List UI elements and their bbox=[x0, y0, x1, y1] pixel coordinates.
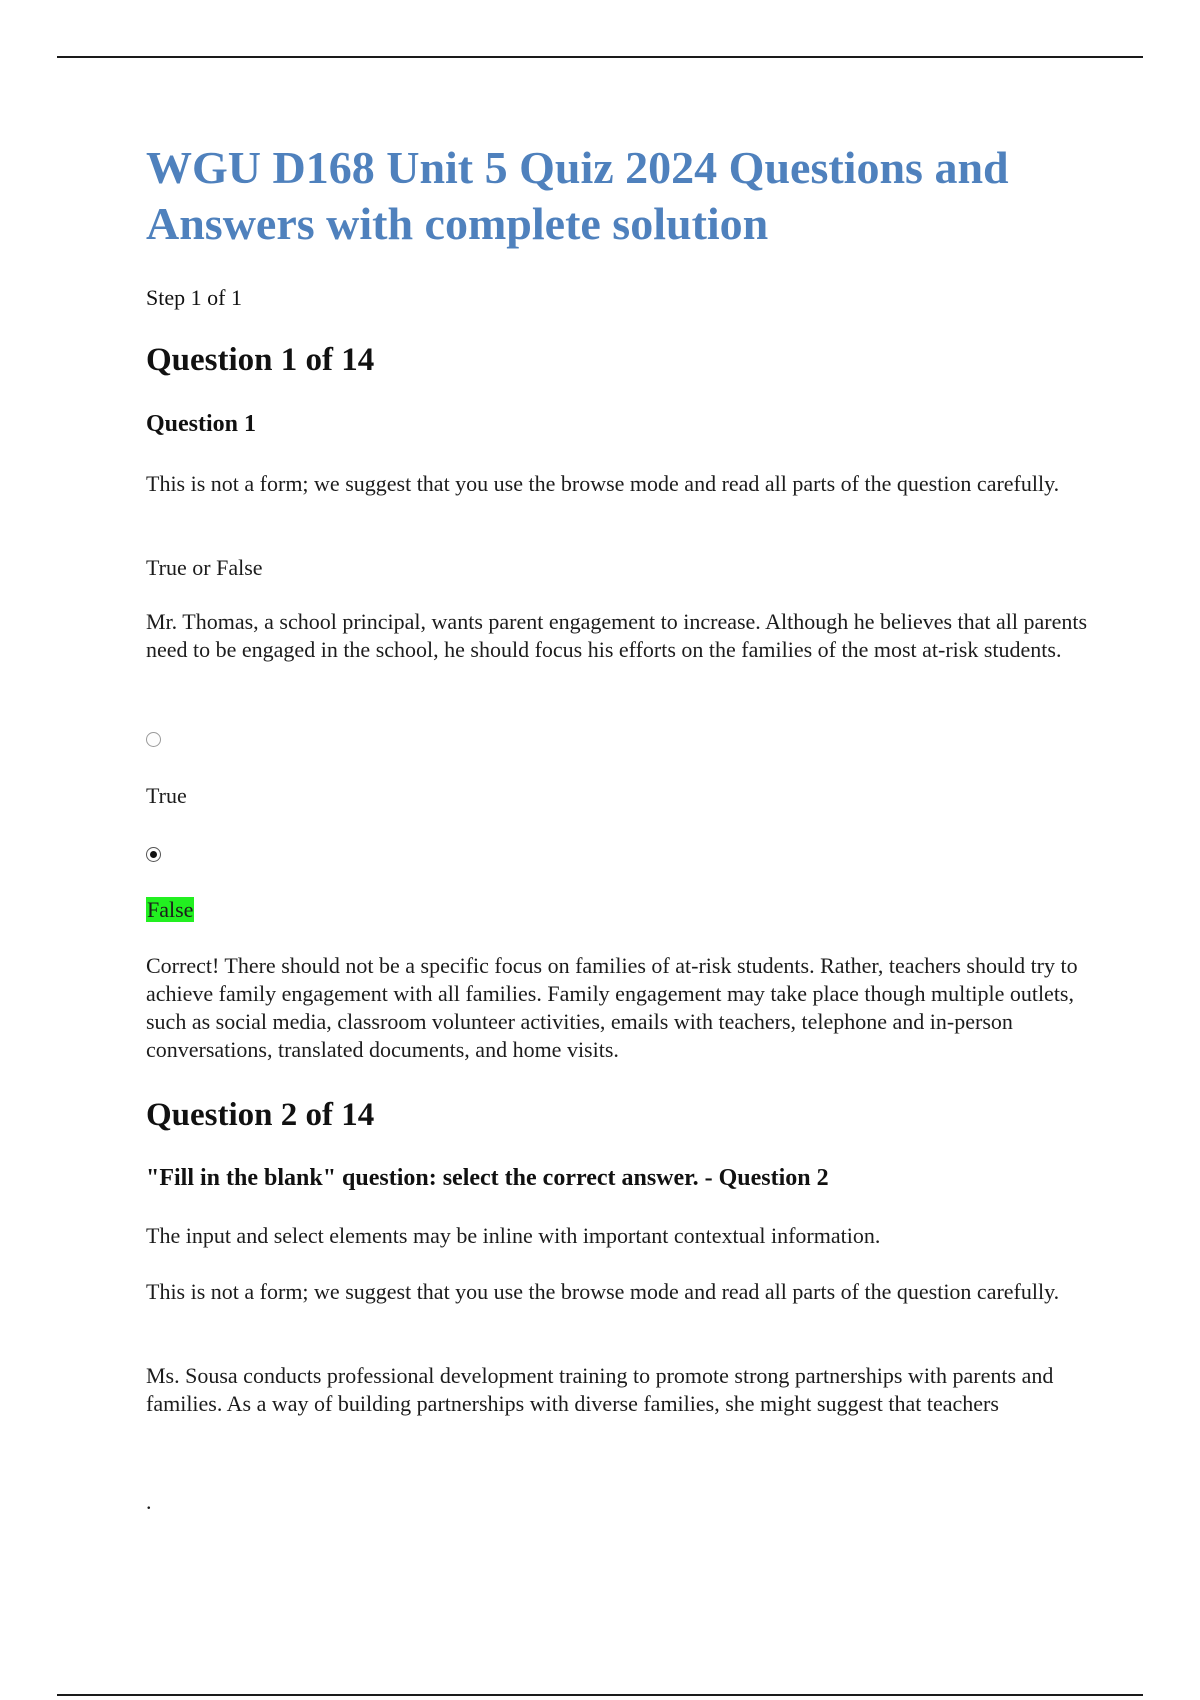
question-2-subheading: "Fill in the blank" question: select the correct answer. - Question 2 bbox=[146, 1165, 829, 1191]
option-false-label-row bbox=[146, 896, 1096, 924]
question-2-heading: Question 2 of 14 bbox=[146, 1097, 375, 1133]
top-rule bbox=[57, 56, 1143, 58]
question-2-instruction: This is not a form; we suggest that you use the browse mode and read all parts of the question carefully. bbox=[146, 1279, 1060, 1304]
question-1-type: True or False bbox=[146, 555, 263, 580]
question-1-subheading: Question 1 bbox=[146, 411, 257, 437]
question-1-prompt: Mr. Thomas, a school principal, wants parent engagement to increase. Although he believes that all parents need to be engaged in the school, he should focus his efforts on the families of the most at-risk students. bbox=[146, 609, 1088, 662]
bottom-rule bbox=[57, 1694, 1143, 1696]
question-2-note: The input and select elements may be inline with important contextual information. bbox=[146, 1223, 881, 1248]
radio-true[interactable] bbox=[146, 732, 161, 747]
radio-false[interactable] bbox=[146, 847, 161, 862]
page-content bbox=[146, 140, 1096, 1514]
document-title: WGU D168 Unit 5 Quiz 2024 Questions and Answers with complete solution bbox=[146, 142, 1009, 249]
step-indicator: Step 1 of 1 bbox=[146, 285, 242, 310]
question-2-prompt: Ms. Sousa conducts professional development training to promote strong partnerships with parents and families. As a way of building partnerships with diverse families, she might suggest that teachers bbox=[146, 1363, 1054, 1416]
option-false-label[interactable]: False bbox=[147, 897, 194, 922]
question-1-instruction: This is not a form; we suggest that you use the browse mode and read all parts of the question carefully. bbox=[146, 471, 1060, 496]
option-true-label[interactable]: True bbox=[146, 783, 187, 808]
question-1-feedback: Correct! There should not be a specific focus on families of at-risk students. Rather, teachers should try to achieve family engagement with all families. Family engagement may take place though multiple outlets, such as social media, classroom volunteer activities, emails with teachers, telephone and in-person conversations, translated documents, and home visits. bbox=[146, 953, 1078, 1062]
question-2-trailing-period: . bbox=[146, 1489, 152, 1514]
radio-selected-dot bbox=[150, 851, 157, 858]
question-1-heading: Question 1 of 14 bbox=[146, 342, 375, 378]
